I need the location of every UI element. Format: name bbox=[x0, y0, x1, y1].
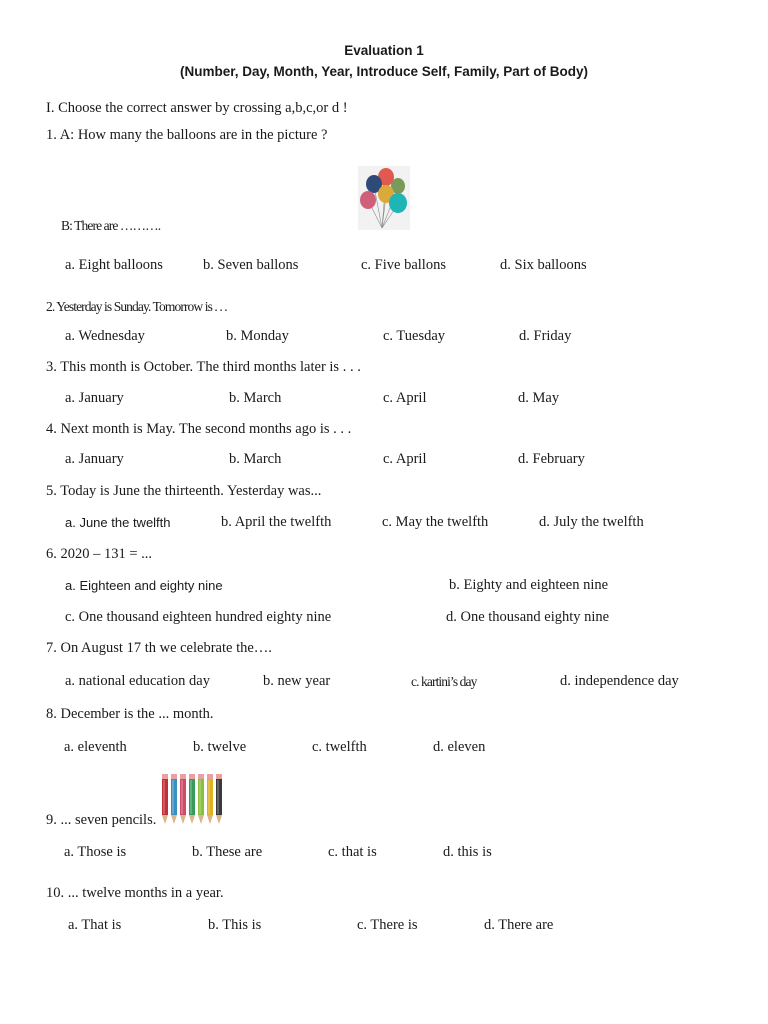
page-title: Evaluation 1 bbox=[344, 43, 424, 58]
q3-option-d[interactable]: d. May bbox=[518, 390, 560, 406]
q3-option-a[interactable]: a. January bbox=[65, 390, 124, 406]
q8-option-d[interactable]: d. eleven bbox=[433, 739, 486, 755]
q2-option-b[interactable]: b. Monday bbox=[226, 328, 289, 344]
question-7: 7. On August 17 th we celebrate the…. bbox=[46, 640, 272, 656]
q9-option-c[interactable]: c. that is bbox=[328, 844, 377, 860]
q5-option-d[interactable]: d. July the twelfth bbox=[539, 514, 644, 530]
q6-option-c[interactable]: c. One thousand eighteen hundred eighty nine bbox=[65, 609, 332, 625]
question-1-answer-line: B: There are ………. bbox=[61, 218, 161, 233]
pencil-7 bbox=[216, 774, 222, 824]
q7-option-b[interactable]: b. new year bbox=[263, 673, 331, 689]
pencil-6 bbox=[207, 774, 213, 824]
q10-option-c[interactable]: c. There is bbox=[357, 917, 418, 933]
q5-option-c[interactable]: c. May the twelfth bbox=[382, 514, 489, 530]
q9-option-a[interactable]: a. Those is bbox=[64, 844, 127, 860]
pencil-2 bbox=[171, 774, 177, 824]
q9-option-b[interactable]: b. These are bbox=[192, 844, 263, 860]
pencil-3 bbox=[180, 774, 186, 824]
balloon-pink bbox=[360, 191, 376, 209]
question-10: 10. ... twelve months in a year. bbox=[46, 885, 224, 901]
q5-option-b[interactable]: b. April the twelfth bbox=[221, 514, 332, 530]
q1-option-d[interactable]: d. Six balloons bbox=[500, 257, 587, 273]
q1-option-b[interactable]: b. Seven ballons bbox=[203, 257, 299, 273]
question-2: 2. Yesterday is Sunday. Tomorrow is . . . bbox=[46, 299, 227, 314]
q4-option-a[interactable]: a. January bbox=[65, 451, 124, 467]
q6-option-d[interactable]: d. One thousand eighty nine bbox=[446, 609, 610, 625]
q6-option-b[interactable]: b. Eighty and eighteen nine bbox=[449, 577, 609, 593]
balloon-teal bbox=[389, 193, 407, 213]
q3-option-c[interactable]: c. April bbox=[383, 390, 427, 406]
pencil-1 bbox=[162, 774, 168, 824]
q1-option-a[interactable]: a. Eight balloons bbox=[65, 257, 163, 273]
q10-option-a[interactable]: a. That is bbox=[68, 917, 122, 933]
question-3: 3. This month is October. The third months later is . . . bbox=[46, 359, 361, 375]
q7-option-c[interactable]: c. kartini’s day bbox=[411, 674, 477, 689]
question-8: 8. December is the ... month. bbox=[46, 706, 214, 722]
question-6: 6. 2020 – 131 = ... bbox=[46, 546, 153, 562]
q7-option-a[interactable]: a. national education day bbox=[65, 673, 210, 689]
q6-option-a[interactable]: a. Eighteen and eighty nine bbox=[65, 578, 223, 593]
q2-option-c[interactable]: c. Tuesday bbox=[383, 328, 446, 344]
q2-option-d[interactable]: d. Friday bbox=[519, 328, 572, 344]
q2-option-a[interactable]: a. Wednesday bbox=[65, 328, 145, 344]
pencil-5 bbox=[198, 774, 204, 824]
q4-option-b[interactable]: b. March bbox=[229, 451, 282, 467]
q8-option-b[interactable]: b. twelve bbox=[193, 739, 247, 755]
question-4: 4. Next month is May. The second months ago is . . . bbox=[46, 421, 352, 437]
q5-option-a[interactable]: a. June the twelfth bbox=[65, 515, 171, 530]
question-9: 9. ... seven pencils. bbox=[46, 812, 157, 828]
question-5: 5. Today is June the thirteenth. Yesterday was... bbox=[46, 483, 322, 499]
balloons-image bbox=[358, 166, 410, 230]
q9-option-d[interactable]: d. this is bbox=[443, 844, 492, 860]
q4-option-d[interactable]: d. February bbox=[518, 451, 585, 467]
q7-option-d[interactable]: d. independence day bbox=[560, 673, 679, 689]
q8-option-c[interactable]: c. twelfth bbox=[312, 739, 367, 755]
q10-option-b[interactable]: b. This is bbox=[208, 917, 262, 933]
q10-option-d[interactable]: d. There are bbox=[484, 917, 554, 933]
q4-option-c[interactable]: c. April bbox=[383, 451, 427, 467]
question-1: 1. A: How many the balloons are in the picture ? bbox=[46, 127, 328, 143]
pencil-4 bbox=[189, 774, 195, 824]
instruction: I. Choose the correct answer by crossing a,b,c,or d ! bbox=[46, 100, 348, 116]
q3-option-b[interactable]: b. March bbox=[229, 390, 282, 406]
page-subtitle: (Number, Day, Month, Year, Introduce Self, Family, Part of Body) bbox=[179, 64, 589, 79]
q8-option-a[interactable]: a. eleventh bbox=[64, 739, 127, 755]
pencils-image bbox=[160, 772, 228, 826]
q1-option-c[interactable]: c. Five ballons bbox=[361, 257, 446, 273]
